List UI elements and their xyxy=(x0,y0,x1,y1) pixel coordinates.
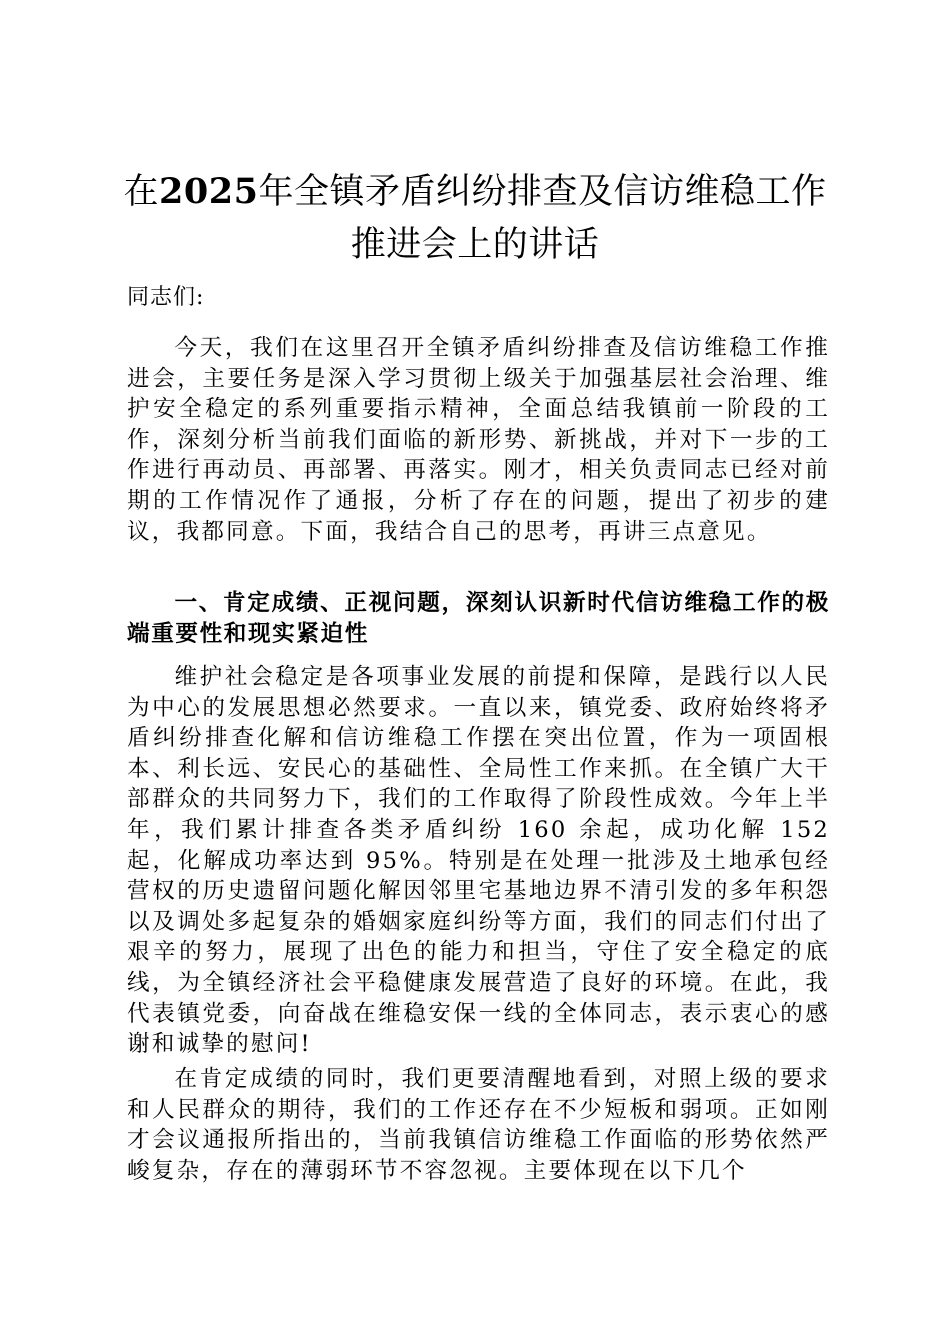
document-title xyxy=(120,165,830,272)
paragraph-achievements: 维护社会稳定是各项事业发展的前提和保障，是践行以人民为中心的发展思想必然要求。一直以来，镇党委、政府始终将矛盾纠纷排查化解和信访维稳工作摆在突出位置，作为一项固根本、利长远、安民心的基础性、全局性工作来抓。在全镇广大干部群众的共同努力下，我们的工作取得了阶段性成效。今年上半年，我们累计排查各类矛盾纠纷 160 余起，成功化解 152 起，化解成功率达到 95%。特别是在处理一批涉及土地承包经营权的历史遗留问题化解因邻里宅基地边界不清引发的多年积怨以及调处多起复杂的婚姻家庭纠纷等方面，我们的同志们付出了艰辛的努力，展现了出色的能力和担当，守住了安全稳定的底线，为全镇经济社会平稳健康发展营造了良好的环境。在此，我代表镇党委，向奋战在维稳安保一线的全体同志，表示衷心的感谢和诚挚的慰问! xyxy=(127,664,830,1058)
salutation: 同志们: xyxy=(127,285,205,310)
title-line1-prefix: 在 xyxy=(123,172,160,212)
paragraph-shortcomings: 在肯定成绩的同时，我们更要清醒地看到，对照上级的要求和人民群众的期待，我们的工作还存在不少短板和弱项。正如刚才会议通报所指出的，当前我镇信访维稳工作面临的形势依然严峻复杂，存在的薄弱环节不容忽视。主要体现在以下几个 xyxy=(127,1066,830,1184)
title-year: 2025 xyxy=(159,171,259,212)
title-line1-suffix: 年全镇矛盾纠纷排查及信访维稳工作 xyxy=(258,172,827,212)
paragraph-intro: 今天，我们在这里召开全镇矛盾纠纷排查及信访维稳工作推进会，主要任务是深入学习贯彻上级关于加强基层社会治理、维护安全稳定的系列重要指示精神，全面总结我镇前一阶段的工作，深刻分析当前我们面临的新形势、新挑战，并对下一步的工作进行再动员、再部署、再落实。刚才，相关负责同志已经对前期的工作情况作了通报，分析了存在的问题，提出了初步的建议，我都同意。下面，我结合自己的思考，再讲三点意见。 xyxy=(127,335,830,545)
title-line2: 推进会上的讲话 xyxy=(350,225,600,265)
section-heading-1: 一、肯定成绩、正视问题，深刻认识新时代信访维稳工作的极端重要性和现实紧迫性 xyxy=(127,590,830,647)
